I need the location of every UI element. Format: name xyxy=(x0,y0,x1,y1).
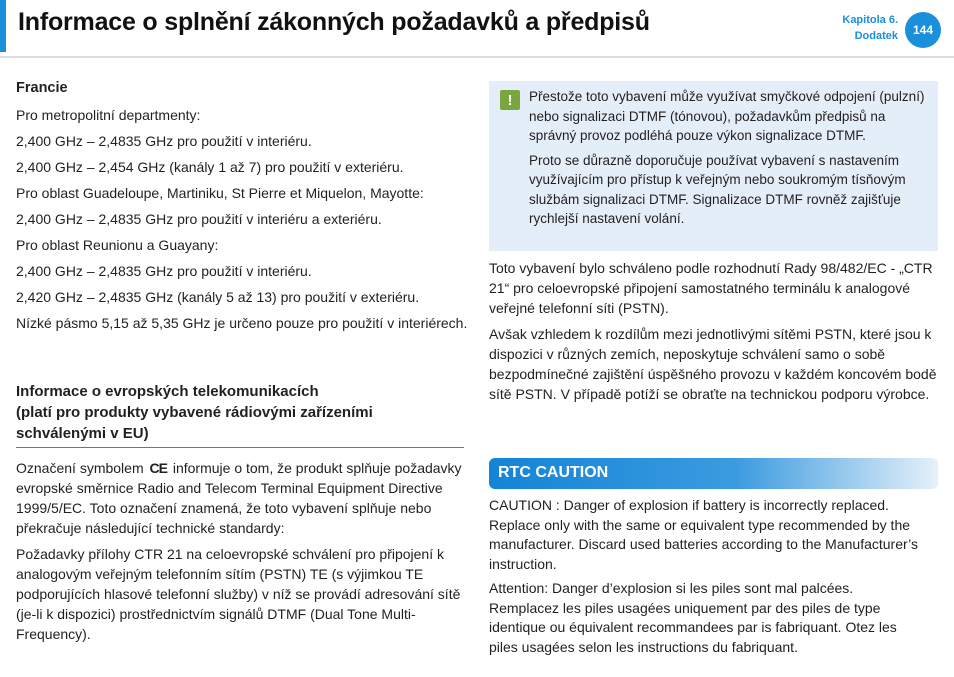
rtc-paragraph-english: CAUTION : Danger of explosion if battery is incorrectly replaced. Replace only with the same or equivalent type recommended by the manufacturer. Discard used batteries according to the Manufacturer’s instruction. xyxy=(489,497,919,572)
chapter-name: Dodatek xyxy=(854,30,898,42)
france-line: Pro oblast Guadeloupe, Martiniku, St Pierre et Miquelon, Mayotte: xyxy=(16,185,424,201)
rtc-paragraph-french: Attention: Danger d’explosion si les piles sont mal palcées. Remplacez les piles usagées uniquement par des piles de type identique ou équivalent recommandees par is fabriquant. Otez les piles usagées selon les instructions du fabriquant. xyxy=(489,580,897,655)
approval-paragraph-1: Toto vybavení bylo schváleno podle rozhodnutí Rady 98/482/EC - „CTR 21“ pro celoevropské připojení samostatného terminálu k analogové veřejné telefonní síti (PSTN). xyxy=(489,260,933,316)
note-paragraph-1: Přestože toto vybavení může využívat smyčkové odpojení (pulzní) nebo signalizaci DTMF (tónovou), požadavkům předpisů na správný provoz podléhá pouze výkon signalizace DTMF. xyxy=(529,89,925,143)
france-line: Pro oblast Reunionu a Guayany: xyxy=(16,237,219,253)
eu-heading-line1: Informace o evropských telekomunikacích xyxy=(16,383,319,400)
france-line: 2,400 GHz – 2,4835 GHz pro použití v interiéru. xyxy=(16,133,312,149)
france-line: Pro metropolitní departmenty: xyxy=(16,107,201,123)
eu-paragraph-2: Požadavky přílohy CTR 21 na celoevropské schválení pro připojení k analogovým veřejným telefonním sítím (PSTN) TE (s výjimkou TE podporujících hlasové telefonní služby) v níž se provádí adresování sítě (je-li k dispozici) prostřednictvím signálů DTMF (Dual Tone Multi-Frequency). xyxy=(16,546,461,642)
eu-p1-after: informuje o tom, že produkt splňuje požadavky evropské směrnice Radio and Telecom Terminal Equipment Directive 1999/5/EC. Toto označení znamená, že toto vybavení splňuje nebo překračuje následující technické standardy: xyxy=(16,460,462,536)
header-divider xyxy=(0,56,954,58)
approval-paragraph-2: Avšak vzhledem k rozdílům mezi jednotlivými sítěmi PSTN, které jsou k dispozici v různých zemích, neposkytuje schválení samo o sobě bezpodmínečné zajištění úspěšného provozu v každém koncovém bodě sítě PSTN. V případě potíží se obraťte na technickou podporu výrobce. xyxy=(489,326,937,402)
france-line: 2,400 GHz – 2,4835 GHz pro použití v interiéru. xyxy=(16,263,312,279)
eu-telecom-heading xyxy=(16,381,464,444)
warning-exclamation-icon: ! xyxy=(500,90,520,110)
page-title: Informace o splnění zákonných požadavků a předpisů xyxy=(18,8,650,36)
note-text xyxy=(529,87,931,234)
france-line: 2,400 GHz – 2,4835 GHz pro použití v interiéru a exteriéru. xyxy=(16,211,382,227)
france-line: 2,400 GHz – 2,454 GHz (kanály 1 až 7) pro použití v exteriéru. xyxy=(16,159,404,175)
page-number-badge: 144 xyxy=(905,12,941,48)
france-heading: Francie xyxy=(16,80,68,96)
eu-paragraph-1 xyxy=(16,458,468,538)
approval-section xyxy=(489,258,939,410)
ce-mark-icon: CE xyxy=(149,460,167,476)
eu-telecom-body xyxy=(16,458,468,650)
eu-heading-divider xyxy=(16,447,464,448)
chapter-label xyxy=(842,12,898,44)
note-paragraph-2: Proto se důrazně doporučuje používat vybavení s nastavením využívajícím pro přístup k veřejným nebo soukromým tísňovým službám signalizaci DTMF. Signalizace DTMF rovněž zajišťuje rychlejší nastavení volání. xyxy=(529,152,906,226)
rtc-caution-header xyxy=(489,458,938,489)
france-line: 2,420 GHz – 2,4835 GHz (kanály 5 až 13) pro použití v exteriéru. xyxy=(16,289,420,305)
rtc-caution-title: RTC CAUTION xyxy=(498,464,609,481)
chapter-number: Kapitola 6. xyxy=(842,14,898,26)
eu-heading-line2: (platí pro produkty vybavené rádiovými zařízeními schválenými v EU) xyxy=(16,404,373,442)
eu-p1-before: Označení symbolem xyxy=(16,460,144,476)
header-accent-bar xyxy=(0,0,6,52)
france-line: Nízké pásmo 5,15 až 5,35 GHz je určeno pouze pro použití v interiérech. xyxy=(16,315,468,331)
warning-note-box xyxy=(489,81,938,251)
france-section xyxy=(16,78,468,339)
rtc-caution-body xyxy=(489,496,919,662)
